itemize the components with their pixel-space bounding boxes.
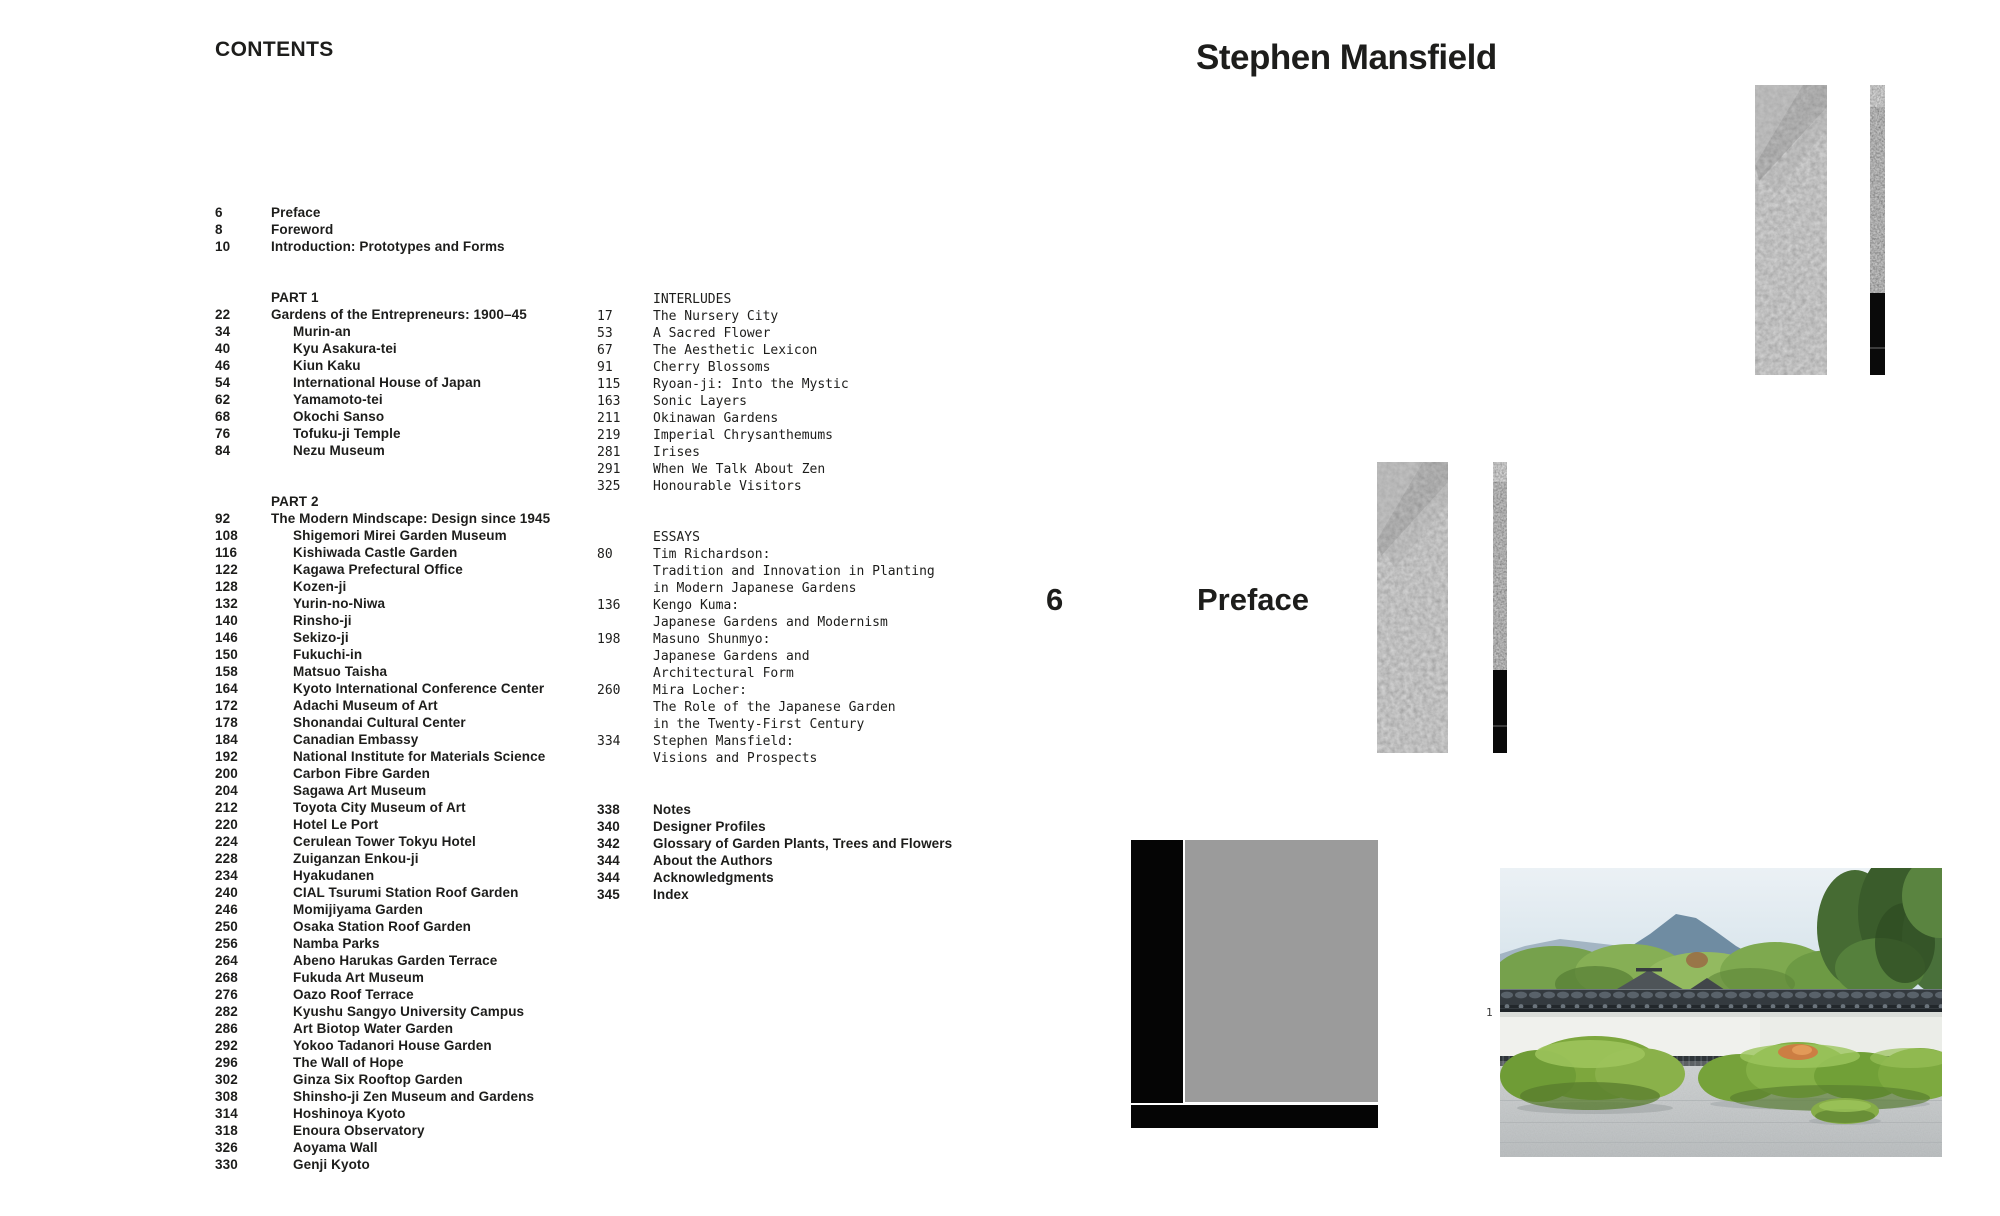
toc-entry-title: Japanese Gardens and Modernism bbox=[653, 615, 888, 630]
toc-page-number: 172 bbox=[215, 698, 238, 713]
toc-row bbox=[215, 1122, 635, 1139]
toc-entry-title: CIAL Tsurumi Station Roof Garden bbox=[293, 885, 519, 900]
toc-page-number: 240 bbox=[215, 885, 238, 900]
toc-row bbox=[215, 1156, 635, 1173]
toc-page-number: 128 bbox=[215, 579, 238, 594]
toc-entry-title: Kagawa Prefectural Office bbox=[293, 562, 463, 577]
toc-row bbox=[597, 359, 1017, 376]
author-name-heading: Stephen Mansfield bbox=[1196, 38, 1497, 77]
toc-entry-title: Acknowledgments bbox=[653, 870, 774, 885]
toc-row bbox=[597, 852, 1017, 869]
toc-row bbox=[215, 918, 635, 935]
toc-row bbox=[597, 325, 1017, 342]
toc-entry-title: When We Talk About Zen bbox=[653, 462, 826, 477]
toc-row bbox=[597, 342, 1017, 359]
toc-row bbox=[215, 799, 635, 816]
toc-page-number: 334 bbox=[597, 734, 621, 749]
toc-row bbox=[215, 527, 635, 544]
toc-row bbox=[597, 427, 1017, 444]
toc-page-number: 68 bbox=[215, 409, 231, 424]
toc-entry-title: Enoura Observatory bbox=[293, 1123, 425, 1138]
toc-row bbox=[215, 816, 635, 833]
toc-row bbox=[215, 731, 635, 748]
toc-page-number: 140 bbox=[215, 613, 238, 628]
toc-entry-title: Matsuo Taisha bbox=[293, 664, 388, 679]
toc-row bbox=[215, 578, 635, 595]
toc-row bbox=[215, 986, 635, 1003]
toc-row bbox=[215, 1139, 635, 1156]
toc-entry-title: Architectural Form bbox=[653, 666, 794, 681]
toc-entry-title: Shigemori Mirei Garden Museum bbox=[293, 528, 507, 543]
toc-row bbox=[215, 765, 635, 782]
toc-entry-title: Okinawan Gardens bbox=[653, 411, 779, 426]
toc-row bbox=[215, 1054, 635, 1071]
toc-entry-title: Tradition and Innovation in Planting bbox=[653, 564, 935, 579]
toc-entry-title: Genji Kyoto bbox=[293, 1157, 370, 1172]
toc-entry-title: Toyota City Museum of Art bbox=[293, 800, 466, 815]
toc-entry-title: Rinsho-ji bbox=[293, 613, 352, 628]
toc-entry-title: Mira Locher: bbox=[653, 683, 747, 698]
toc-entry-title: Hoshinoya Kyoto bbox=[293, 1106, 406, 1121]
toc-page-number: 46 bbox=[215, 358, 231, 373]
toc-entry-title: Kiun Kaku bbox=[293, 358, 361, 373]
toc-row bbox=[597, 461, 1017, 478]
toc-entry-title: A Sacred Flower bbox=[653, 326, 771, 341]
toc-entry-title: Japanese Gardens and bbox=[653, 649, 810, 664]
toc-entry-title: The Wall of Hope bbox=[293, 1055, 404, 1070]
toc-entry-title: Kishiwada Castle Garden bbox=[293, 545, 458, 560]
toc-page-number: 260 bbox=[597, 683, 621, 698]
toc-page-number: 92 bbox=[215, 511, 231, 526]
toc-entry-title: Kyushu Sangyo University Campus bbox=[293, 1004, 525, 1019]
toc-row bbox=[215, 1071, 635, 1088]
toc-page-number: 184 bbox=[215, 732, 238, 747]
toc-entry-title: Sekizo-ji bbox=[293, 630, 349, 645]
toc-entry-title: Namba Parks bbox=[293, 936, 380, 951]
toc-row bbox=[215, 969, 635, 986]
toc-page-number: 220 bbox=[215, 817, 238, 832]
black-bar-horizontal bbox=[1131, 1105, 1378, 1128]
toc-entry-title: Ryoan-ji: Into the Mystic bbox=[653, 377, 849, 392]
toc-row bbox=[215, 289, 635, 306]
toc-row bbox=[597, 699, 1017, 716]
toc-row bbox=[597, 801, 1017, 818]
toc-page-number: 17 bbox=[597, 309, 613, 324]
toc-entry-title: Gardens of the Entrepreneurs: 1900–45 bbox=[271, 307, 527, 322]
toc-entry-title: Designer Profiles bbox=[653, 819, 766, 834]
toc-page-number: 122 bbox=[215, 562, 238, 577]
toc-page-number: 345 bbox=[597, 887, 620, 902]
toc-row bbox=[597, 444, 1017, 461]
texture-strip-middle bbox=[1493, 462, 1507, 753]
toc-entry-title: Notes bbox=[653, 802, 692, 817]
toc-entry-title: Tofuku-ji Temple bbox=[293, 426, 401, 441]
toc-entry-title: Hyakudanen bbox=[293, 868, 375, 883]
toc-page-number: 132 bbox=[215, 596, 238, 611]
toc-row bbox=[215, 1020, 635, 1037]
toc-row bbox=[215, 884, 635, 901]
toc-entry-title: Aoyama Wall bbox=[293, 1140, 378, 1155]
toc-entry-title: Yokoo Tadanori House Garden bbox=[293, 1038, 492, 1053]
toc-page-number: 212 bbox=[215, 800, 238, 815]
toc-page-number: 344 bbox=[597, 853, 620, 868]
toc-entry-title: The Role of the Japanese Garden bbox=[653, 700, 896, 715]
toc-page-number: 76 bbox=[215, 426, 231, 441]
toc-page-number: 246 bbox=[215, 902, 238, 917]
preface-title: Preface bbox=[1197, 582, 1310, 617]
toc-page-number: 314 bbox=[215, 1106, 238, 1121]
toc-page-number: 200 bbox=[215, 766, 238, 781]
toc-page-number: 40 bbox=[215, 341, 231, 356]
toc-entry-title: Adachi Museum of Art bbox=[293, 698, 438, 713]
toc-row bbox=[215, 561, 635, 578]
toc-entry-title: Oazo Roof Terrace bbox=[293, 987, 414, 1002]
toc-page-number: 342 bbox=[597, 836, 620, 851]
texture-thumbnail-top bbox=[1755, 85, 1827, 375]
toc-row bbox=[597, 818, 1017, 835]
toc-entry-title: in the Twenty-First Century bbox=[653, 717, 865, 732]
toc-row bbox=[215, 663, 635, 680]
toc-page-number: 136 bbox=[597, 598, 621, 613]
toc-row bbox=[215, 204, 635, 221]
toc-page-number: 10 bbox=[215, 239, 231, 254]
toc-page-number: 115 bbox=[597, 377, 621, 392]
toc-page-number: 344 bbox=[597, 870, 620, 885]
toc-page-number: 178 bbox=[215, 715, 238, 730]
toc-left-column bbox=[215, 204, 635, 1173]
toc-entry-title: Glossary of Garden Plants, Trees and Flowers bbox=[653, 836, 953, 851]
toc-row bbox=[215, 697, 635, 714]
toc-row bbox=[215, 850, 635, 867]
toc-entry-title: Art Biotop Water Garden bbox=[293, 1021, 454, 1036]
toc-entry-title: Masuno Shunmyo: bbox=[653, 632, 771, 647]
toc-page-number: 67 bbox=[597, 343, 613, 358]
toc-page-number: 234 bbox=[215, 868, 238, 883]
texture-strip-top bbox=[1870, 85, 1885, 375]
toc-row bbox=[215, 935, 635, 952]
toc-entry-title: in Modern Japanese Gardens bbox=[653, 581, 857, 596]
toc-row bbox=[597, 733, 1017, 750]
toc-page-number: 330 bbox=[215, 1157, 238, 1172]
toc-entry-title: Ginza Six Rooftop Garden bbox=[293, 1072, 463, 1087]
preface-page-number: 6 bbox=[1046, 582, 1064, 617]
toc-entry-title: Cerulean Tower Tokyu Hotel bbox=[293, 834, 476, 849]
toc-entry-title: Tim Richardson: bbox=[653, 547, 771, 562]
toc-row bbox=[215, 782, 635, 799]
toc-page-number: 164 bbox=[215, 681, 238, 696]
toc-entry-title: PART 2 bbox=[271, 494, 319, 509]
toc-entry-title: Foreword bbox=[271, 222, 334, 237]
toc-row bbox=[215, 408, 635, 425]
toc-entry-title: Introduction: Prototypes and Forms bbox=[271, 239, 505, 254]
toc-row bbox=[597, 597, 1017, 614]
toc-entry-title: Shonandai Cultural Center bbox=[293, 715, 466, 730]
toc-row bbox=[597, 308, 1017, 325]
toc-page-number: 224 bbox=[215, 834, 238, 849]
toc-page-number: 325 bbox=[597, 479, 621, 494]
toc-row bbox=[597, 580, 1017, 597]
toc-row bbox=[215, 238, 635, 255]
toc-entry-title: Kyu Asakura-tei bbox=[293, 341, 397, 356]
toc-page-number: 204 bbox=[215, 783, 238, 798]
toc-page-number: 8 bbox=[215, 222, 223, 237]
toc-page-number: 219 bbox=[597, 428, 621, 443]
toc-entry-title: Preface bbox=[271, 205, 321, 220]
toc-entry-title: National Institute for Materials Science bbox=[293, 749, 546, 764]
toc-entry-title: Kengo Kuma: bbox=[653, 598, 740, 613]
toc-row bbox=[597, 478, 1017, 495]
toc-page-number: 146 bbox=[215, 630, 238, 645]
toc-page-number: 296 bbox=[215, 1055, 238, 1070]
toc-row bbox=[597, 614, 1017, 631]
toc-entry-title: Zuiganzan Enkou-ji bbox=[293, 851, 419, 866]
toc-entry-title: Osaka Station Roof Garden bbox=[293, 919, 472, 934]
toc-row bbox=[597, 767, 1017, 801]
toc-row bbox=[597, 648, 1017, 665]
toc-entry-title: The Nursery City bbox=[653, 309, 779, 324]
toc-row bbox=[597, 716, 1017, 733]
toc-row bbox=[215, 323, 635, 340]
toc-entry-title: Kozen-ji bbox=[293, 579, 347, 594]
toc-page-number: 228 bbox=[215, 851, 238, 866]
toc-entry-title: Okochi Sanso bbox=[293, 409, 385, 424]
toc-row bbox=[215, 714, 635, 731]
toc-entry-title: Fukuchi-in bbox=[293, 647, 363, 662]
texture-thumbnail-middle bbox=[1377, 462, 1448, 753]
toc-entry-title: The Aesthetic Lexicon bbox=[653, 343, 818, 358]
toc-page-number: 91 bbox=[597, 360, 613, 375]
toc-page-number: 268 bbox=[215, 970, 238, 985]
toc-row bbox=[597, 750, 1017, 767]
toc-entry-title: Cherry Blossoms bbox=[653, 360, 771, 375]
toc-row bbox=[597, 869, 1017, 886]
toc-page-number: 256 bbox=[215, 936, 238, 951]
toc-entry-title: The Modern Mindscape: Design since 1945 bbox=[271, 511, 551, 526]
toc-entry-title: Carbon Fibre Garden bbox=[293, 766, 430, 781]
toc-page-number: 292 bbox=[215, 1038, 238, 1053]
toc-row bbox=[215, 1003, 635, 1020]
gray-rectangle bbox=[1185, 840, 1378, 1102]
toc-entry-title: ESSAYS bbox=[653, 530, 700, 545]
toc-page-number: 250 bbox=[215, 919, 238, 934]
toc-entry-title: Honourable Visitors bbox=[653, 479, 802, 494]
toc-page-number: 291 bbox=[597, 462, 621, 477]
toc-page-number: 198 bbox=[597, 632, 621, 647]
toc-page-number: 150 bbox=[215, 647, 238, 662]
toc-row bbox=[597, 835, 1017, 852]
toc-entry-title: Visions and Prospects bbox=[653, 751, 818, 766]
toc-row bbox=[215, 306, 635, 323]
toc-entry-title: Momijiyama Garden bbox=[293, 902, 423, 917]
toc-entry-title: Canadian Embassy bbox=[293, 732, 419, 747]
toc-page-number: 338 bbox=[597, 802, 620, 817]
toc-row bbox=[215, 255, 635, 289]
contents-heading: CONTENTS bbox=[215, 38, 334, 61]
toc-row bbox=[215, 493, 635, 510]
toc-page-number: 22 bbox=[215, 307, 231, 322]
toc-row bbox=[215, 221, 635, 238]
toc-page-number: 192 bbox=[215, 749, 238, 764]
toc-row bbox=[597, 291, 1017, 308]
toc-page-number: 308 bbox=[215, 1089, 238, 1104]
toc-row bbox=[597, 410, 1017, 427]
toc-row bbox=[215, 1105, 635, 1122]
toc-row bbox=[215, 680, 635, 697]
toc-page-number: 302 bbox=[215, 1072, 238, 1087]
toc-row bbox=[215, 442, 635, 459]
photo-caption: 1 bbox=[1486, 1006, 1493, 1019]
toc-row bbox=[215, 952, 635, 969]
toc-entry-title: Abeno Harukas Garden Terrace bbox=[293, 953, 498, 968]
toc-page-number: 84 bbox=[215, 443, 231, 458]
toc-entry-title: Hotel Le Port bbox=[293, 817, 379, 832]
toc-entry-title: INTERLUDES bbox=[653, 292, 732, 307]
toc-row bbox=[597, 886, 1017, 903]
toc-page-number: 282 bbox=[215, 1004, 238, 1019]
toc-entry-title: Index bbox=[653, 887, 689, 902]
toc-row bbox=[215, 595, 635, 612]
toc-entry-title: Imperial Chrysanthemums bbox=[653, 428, 834, 443]
toc-row bbox=[215, 391, 635, 408]
toc-row bbox=[597, 665, 1017, 682]
toc-entry-title: Yurin-no-Niwa bbox=[293, 596, 386, 611]
toc-row bbox=[215, 357, 635, 374]
toc-page-number: 318 bbox=[215, 1123, 238, 1138]
toc-row bbox=[215, 1088, 635, 1105]
toc-page-number: 6 bbox=[215, 205, 223, 220]
toc-row bbox=[597, 631, 1017, 648]
toc-row bbox=[597, 682, 1017, 699]
toc-entry-title: Sagawa Art Museum bbox=[293, 783, 427, 798]
toc-entry-title: About the Authors bbox=[653, 853, 773, 868]
toc-entry-title: Shinsho-ji Zen Museum and Gardens bbox=[293, 1089, 535, 1104]
black-bar-vertical bbox=[1131, 840, 1183, 1103]
toc-page-number: 211 bbox=[597, 411, 621, 426]
toc-row bbox=[215, 374, 635, 391]
toc-page-number: 340 bbox=[597, 819, 620, 834]
toc-row bbox=[597, 495, 1017, 529]
toc-row bbox=[215, 901, 635, 918]
toc-page-number: 264 bbox=[215, 953, 238, 968]
toc-entry-title: Kyoto International Conference Center bbox=[293, 681, 545, 696]
toc-entry-title: Nezu Museum bbox=[293, 443, 385, 458]
block-composition bbox=[1131, 840, 1378, 1128]
toc-page-number: 286 bbox=[215, 1021, 238, 1036]
toc-row bbox=[215, 833, 635, 850]
toc-page-number: 108 bbox=[215, 528, 238, 543]
toc-entry-title: Fukuda Art Museum bbox=[293, 970, 424, 985]
toc-row bbox=[215, 646, 635, 663]
toc-entry-title: Sonic Layers bbox=[653, 394, 747, 409]
toc-row bbox=[597, 563, 1017, 580]
toc-page-number: 54 bbox=[215, 375, 231, 390]
toc-row bbox=[597, 529, 1017, 546]
toc-row bbox=[215, 544, 635, 561]
toc-row bbox=[215, 867, 635, 884]
toc-page-number: 163 bbox=[597, 394, 621, 409]
toc-row bbox=[597, 376, 1017, 393]
toc-row bbox=[215, 612, 635, 629]
toc-row bbox=[215, 1037, 635, 1054]
toc-row bbox=[215, 425, 635, 442]
toc-page-number: 53 bbox=[597, 326, 613, 341]
toc-row bbox=[215, 340, 635, 357]
toc-page-number: 80 bbox=[597, 547, 613, 562]
toc-entry-title: Yamamoto-tei bbox=[293, 392, 383, 407]
toc-page-number: 276 bbox=[215, 987, 238, 1002]
toc-middle-column bbox=[597, 291, 1017, 903]
toc-entry-title: International House of Japan bbox=[293, 375, 482, 390]
toc-row bbox=[215, 459, 635, 493]
toc-page-number: 116 bbox=[215, 545, 238, 560]
toc-page-number: 158 bbox=[215, 664, 238, 679]
toc-row bbox=[215, 748, 635, 765]
toc-page-number: 34 bbox=[215, 324, 231, 339]
toc-entry-title: Stephen Mansfield: bbox=[653, 734, 794, 749]
toc-entry-title: PART 1 bbox=[271, 290, 319, 305]
toc-entry-title: Murin-an bbox=[293, 324, 351, 339]
toc-row bbox=[597, 393, 1017, 410]
toc-row bbox=[215, 629, 635, 646]
toc-row bbox=[215, 510, 635, 527]
toc-page-number: 62 bbox=[215, 392, 231, 407]
garden-photo bbox=[1500, 868, 1942, 1157]
toc-page-number: 281 bbox=[597, 445, 621, 460]
toc-page-number: 326 bbox=[215, 1140, 238, 1155]
toc-entry-title: Irises bbox=[653, 445, 700, 460]
toc-row bbox=[597, 546, 1017, 563]
